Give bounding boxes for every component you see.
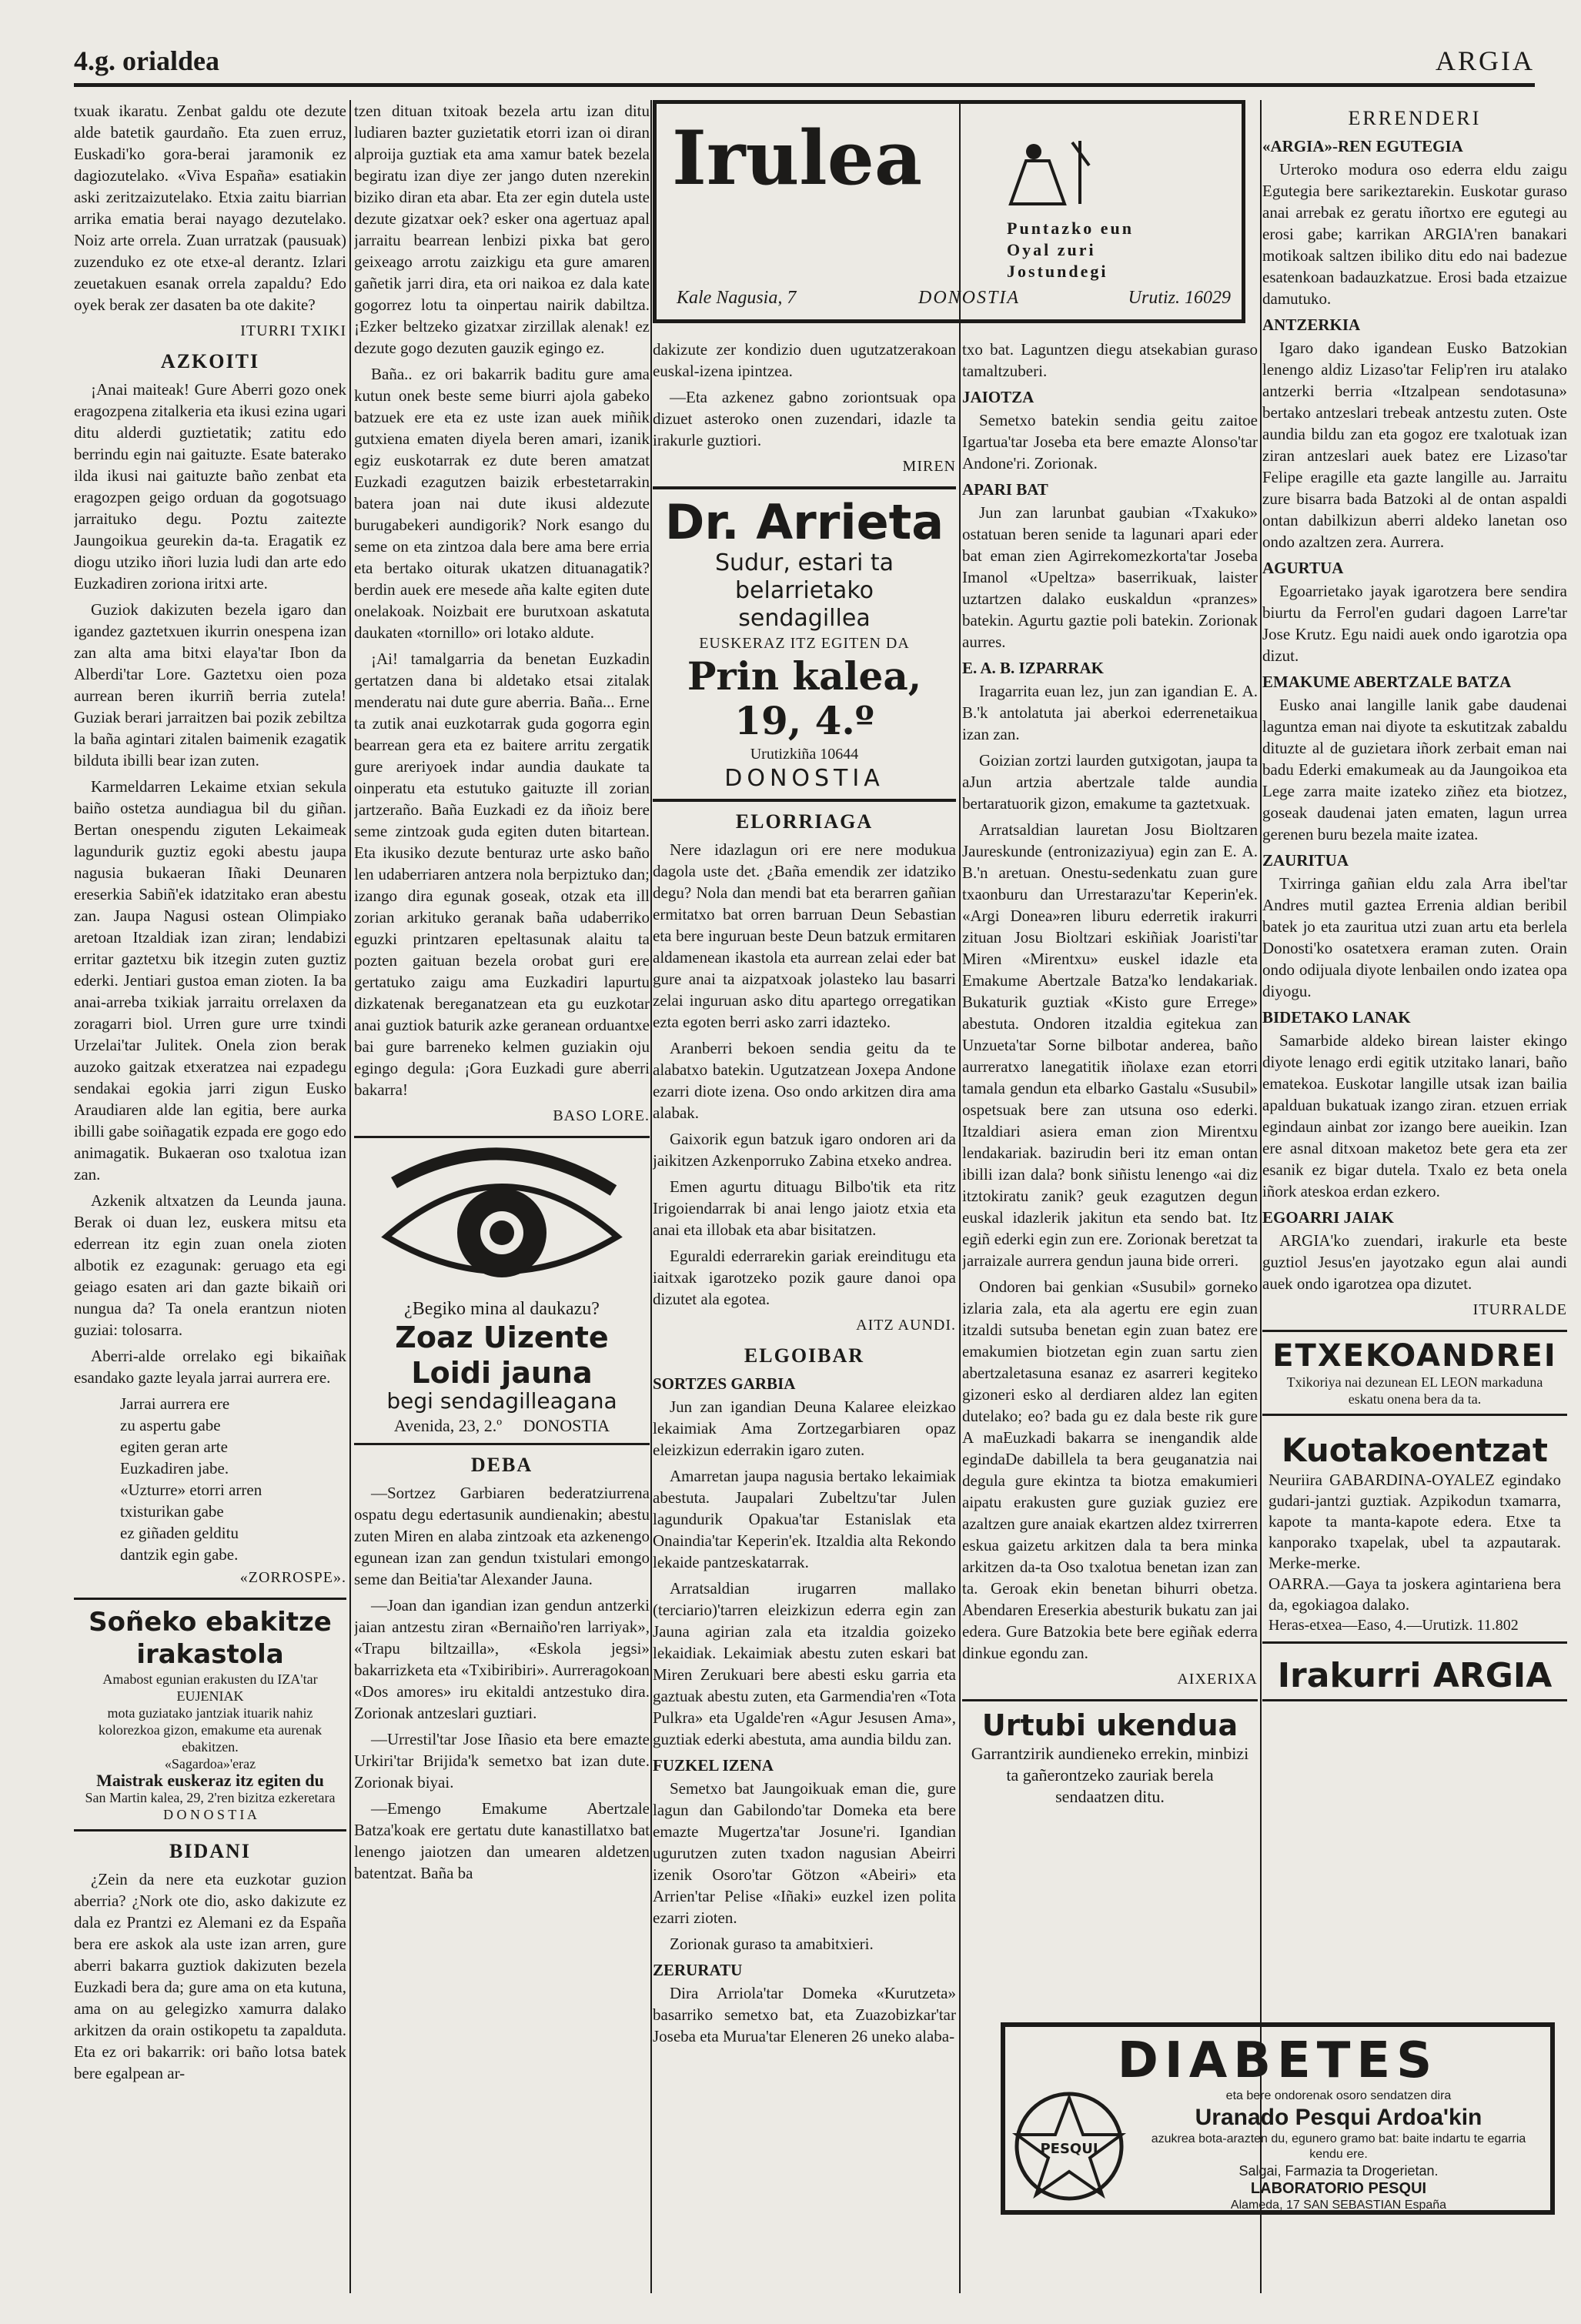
ad-city: DONOSTIA (724, 765, 884, 792)
logo-text: PESQUI (1040, 2141, 1098, 2157)
column-5 (1262, 100, 1567, 2293)
ad-text: Neuriira GABARDINA-OYALEZ egindako gudari-jantzi guztiak. Azpikodun txamarra, kapote ta manta-kapote edera. Etxe ta kanporako txapelak, ubel ta azpautarak. Merke-merke. (1268, 1471, 1561, 1572)
article-text: Zorionak guraso ta amabitxieri. (670, 1935, 874, 1953)
subheading: BIDETAKO LANAK (1262, 1008, 1411, 1027)
section-heading: ERRENDERI (1348, 107, 1482, 129)
ad-title: ETXEKOANDREI (1272, 1338, 1557, 1374)
ad-line: Puntazko eun (1007, 219, 1134, 238)
verse-line: txisturikan gabe (120, 1502, 224, 1521)
ad-line: D O N O S T I A (163, 1807, 257, 1822)
subheading: AGURTUA (1262, 559, 1344, 577)
ad-question: ¿Begiko mina al daukazu? (404, 1299, 600, 1319)
article-text: Aranberri bekoen sendia geitu da te alabatxo batekin. Ugutzatzean Joxepa Andone ezarri diote izena. Oso ondo arkitzen dira ama alabak. (653, 1039, 956, 1122)
column-rule (650, 100, 652, 2293)
page-header (74, 40, 1535, 87)
eye-icon (371, 1144, 633, 1298)
subheading: ZERURATU (653, 1961, 743, 1979)
article-text: Guziok dakizuten bezela igaro dan igandez gaztetxuen ikurrin onespena izan zan alta ama bitxi elaya'tar Ibon da Alberdi'tar Lore. Gaztetxu oien poza aurrean beren ikurriñ berria zutela! Guziak berari jarraitzen bai pozik zebiltza la baña agintari zitalen baimenik ezagatik bilduta ibilli bear izan zuten. (74, 600, 346, 770)
subheading: «ARGIA»-REN EGUTEGIA (1262, 137, 1463, 155)
article-text: Urteroko modura oso ederra eldu zaigu Egutegia bere sarikeztarekin. Euskotar guraso anai arrebak ez geratu iñortxo ere egutegi au erosi gabe; karrikan ARGIA'ren banakari motikoak saltzen ibiliko ditu edo nai badezue esatenkoan badauzkatzue. Erosi bada etzaizue damutuko. (1262, 160, 1567, 308)
verse-line: Euzkadiren jabe. (120, 1459, 229, 1478)
ad-line: LABORATORIO PESQUI (1250, 2180, 1427, 2197)
ad-city: DONOSTIA (523, 1416, 610, 1435)
sewing-school-ad (74, 1598, 346, 1831)
ad-line: begi sendagilleagana (386, 1388, 617, 1414)
article-text: Eusko anai langille lanik gabe daudenai laguntza eman nai diyote ta eskutitzak zabaldu dituzte al de guzietara iñork zerbait eman nai badu Ederki emakumeak au da Jaungoikoa eta Lege zarra maite izateko ziñez eta biotzez, goseak daudenai jaten ematen, lagun urrea gerenen buru bezela maite izatea. (1262, 696, 1567, 843)
verse-line: egiten geran arte (120, 1437, 228, 1456)
ad-line: EUSKERAZ ITZ EGITEN DA (699, 635, 910, 652)
signature: ITURRI TXIKI (240, 322, 346, 339)
article-text: Azkenik altxatzen da Leunda jauna. Berak oi duan lez, euskera mitsu eta ederrean itz egin zuan onela zioten albotik ez ezagunak: geruago eta egi geiago esaten ari dan gazte bikaiñ ori nungua da? Ta onela erantzun nioten guziai: tolosarra. (74, 1191, 346, 1339)
signature: AIXERIXA (1177, 1671, 1258, 1688)
section-heading: ELORRIAGA (735, 810, 874, 833)
pesqui-star-logo (1011, 2089, 1127, 2204)
column-2 (354, 100, 650, 2293)
article-text: Igaro dako igandean Eusko Batzokian lenengo aldiz Lizaso'tar Felip'ren iru atalako antzerki berria «Itzalpean sendotasuna» bertako antzeslari trebeak antzestu zuten. Oste aundia bildu zan eta gogoz ere txalotuak izan ziran antzeslari auek batez ere Lizaso'tar Felipe eragille eta gazte langille au. Jarraitu zure bisarra bada Batzoki al de ontan aspaldi ontan dabilkizun aberri aldeko lanetan oso ondo azaltzen zera. Aurrera. (1262, 339, 1567, 551)
article-text: Dira Arriola'tar Domeka «Kurutzeta» basarriko semetxo bat, eta Zuazobizkar'tar Joseba eta Murua'tar Eleneren 26 uneko alaba- (653, 1984, 956, 2045)
arrieta-ad (653, 486, 956, 802)
section-heading: AZKOITI (160, 350, 260, 372)
ad-title: DIABETES (1117, 2032, 1439, 2089)
section-heading: BIDANI (169, 1840, 251, 1862)
article-text: —Urrestil'tar Jose Iñasio eta bere emazte Urkiri'tar Brijida'k semetxo bat izan dute. Zorionak biyai. (354, 1730, 650, 1791)
ad-line: Uranado Pesqui Ardoa'kin (1195, 2105, 1482, 2130)
article-text: Egoarrietako jayak igarotzera bere sendira biurtu da Ferrol'en gudari dagoen Larre'tar Jose Krutz. Egu naidi auek ondo igarotzia opa dizut. (1262, 582, 1567, 665)
article-text: —Joan dan igandian izan gendun antzerki jaian antzestu ziran «Bernaiño'ren larriyak», «Trapu biltzailla», «Eskola jegsi» bakarrizketa eta «Txibiribiri». Aurreragokoan «Dos amores» iru ekitaldi antzestuko dira. Zorionak antzeslari guztiari. (354, 1596, 650, 1722)
ad-line: Oyal zuri (1007, 240, 1096, 259)
signature: ITURRALDE (1472, 1301, 1567, 1318)
article-text: —Eta azkenez gabno zoriontsuak opa dizuet asteroko onen zuzendari, idazle ta irakurle guztiori. (653, 388, 956, 449)
article-text: tzen dituan txitoak bezela artu izan ditu ludiaren bazter guzietatik etorri izan oi diran alproija guztiak eta ama xamur batek bezela begiratu izan diye zer jango duten nzerekin biziko diran eta abar. Eta zer egin dutela uste dezute gizatxar oek? esker ona agertuaz apal jarraitu bearrean lenbizi pixka bat gero geixeago arrotu zaizkigu eta gure amaren gañetik jarri dira, eta ori naikoa ez dala kate gogorrez lotu ta oinpertau nairik dabiltza. ¡Ezker beltzeko gizatxar zirzillak alenak! ez dezute gogo dezuten gauzik egingo ez. (354, 102, 650, 357)
ad-line: eta bere ondorenak osoro sendatzen dira (1225, 2089, 1452, 2102)
spinning-woman-icon (1003, 135, 1095, 212)
article-text: —Sortzez Garbiaren bederatziurrena ospatu degu edertasunik aundienakin; abestu zuten Miren en alaba zintzoak eta azkenengo egunean izan zan gendun txistulari emongo seme dan Beitia'tar Alexander Jauna. (354, 1484, 650, 1588)
ad-title: Urtubi ukendua (981, 1708, 1238, 1742)
article-text: Aberri-alde orrelako egi bikaiñak esandako gazte leyala jarrai aurrera ere. (74, 1347, 346, 1387)
verse-line: «Uzturre» etorri arren (120, 1481, 262, 1499)
irulea-ad (653, 100, 1245, 323)
ad-address: Kale Nagusia, 7 (677, 288, 797, 308)
newspaper-name: ARGIA (1436, 45, 1535, 76)
page-number: 4.g. orialdea (74, 45, 219, 76)
ad-line: «Sagardoa»'eraz (164, 1756, 256, 1771)
ad-text: OARRA.—Gaya ta joskera agintariena bera da, egokiagoa dalako. (1268, 1574, 1561, 1614)
kuotakoentzat-ad (1262, 1425, 1567, 1644)
article-text: Eguraldi ederrarekin gariak ereinditugu eta iaitxak igarotzeko pozik gaure danoi opa dizutet ala egotea. (653, 1247, 956, 1308)
ad-line: Maistrak euskeraz itz egiten du (96, 1771, 324, 1790)
article-text: Arratsaldian irugarren mallako (terciario)'tarren eleizkizun ederra egin zan Jauna agirian zala eta itzaldia goizeko lekaidiak. Lekaimiak abestu zuten eskari bat Miren Zerukuari bere abesti esku garria eta gaztuak abestu zuten, eta Garmendia'ren «Tota Pulkra» eta Ugalde'ren «Agur Jesusen Ama», guztiak ederki abestuta, ama aundia bildu zan. (653, 1579, 956, 1748)
urtubi-ad (962, 1699, 1258, 1814)
column-1 (74, 100, 346, 2293)
section-heading: ELGOIBAR (744, 1344, 865, 1367)
ad-address: Heras-etxea—Easo, 4.—Urutizk. 11.802 (1268, 1617, 1519, 1634)
ad-phone: Urutiz. 16029 (1128, 288, 1231, 308)
ad-line: Amabost egunian erakusten du IZA'tar EUJENIAK (102, 1671, 318, 1704)
article-text: Semetxo batekin sendia geitu zaitoe Igartua'tar Joseba eta bere emazte Alonso'tar Andone'ri. Zorionak. (962, 411, 1258, 472)
ad-line: sendagillea (738, 605, 871, 632)
ad-title: Dr. Arrieta (664, 494, 944, 550)
signature: AITZ AUNDI. (856, 1317, 956, 1334)
diabetes-ad (1001, 2022, 1555, 2215)
ad-title: Irulea (672, 115, 923, 202)
verse (74, 1393, 346, 1565)
article-text: Jun zan larunbat gaubian «Txakuko» ostatuan beren senide ta lagunari apari eder bat eman zien Agirrekomezkorta'tar Joseba Imanol «Upeltza» baserrikuak, laister uztartzen dalako euskaldun «pranzes» batekin. Agurtu gaztie poli batekin. Zorionak aurres. (962, 503, 1258, 651)
article-text: Iragarrita euan lez, jun zan igandian E. A. B.'k antolatuta jai aberkoi ederrenetaikua izan zan. (962, 682, 1258, 743)
article-text: Emen agurtu dituagu Bilbo'tik eta ritz Irigoiendarrak bi anai lengo jaiotz etxia eta anai eta illobak eta abar bisitatzen. (653, 1177, 956, 1239)
ad-line: Salgai, Farmazia ta Drogerietan. (1238, 2163, 1439, 2179)
article-text: txuak ikaratu. Zenbat galdu ote dezute alde batetik gaurdaño. Eta zuen erruz, Euskadi'ko gora-berai jaramonik ez dagiozutelako. «Viva España» esatiakin aski zeritzaizutelako. Etxia zaitu biarrian arrika ematia berai nayago dezutelako. Noiz arte orrela. Zuan urratzak (pausuak) zuzenduko ez ote etxe-al derantz. Izlari zeuetakuen esanak orrela zapaldu? Edo oyek berak zer dasaten ba ote dakite? (74, 102, 346, 314)
article-text: Gaixorik egun batzuk igaro ondoren ari da jaikitzen Azkenporruko Zabina etxeko andrea. (653, 1130, 956, 1170)
signature: «ZORROSPE». (239, 1569, 346, 1586)
ad-title: Zoaz Uizente Loidi jauna (395, 1321, 609, 1390)
subheading: EGOARRI JAIAK (1262, 1208, 1394, 1227)
article-text: ARGIA'ko zuendari, irakurle eta beste guztiol Jesus'en jayotzako egun alai aundi auek ondo igarotzea opa dizutet. (1262, 1231, 1567, 1293)
subheading: APARI BAT (962, 480, 1048, 499)
subheading: SORTZES GARBIA (653, 1374, 796, 1393)
article-text: ¡Anai maiteak! Gure Aberri gozo onek eragozpena zitalkeria eta ikusi ezina ugari ditu alderdi guztietatik; zatitu edo berrindu egin nai gaituzte. Esate baterako ilda ikusi nai gaituzte baño zenbat eta eragozpen geigo orduan da gogotsuago jarraituko degu. Poztu zaitezte Jaungoikua geurekin da-ta. Eragatik ez diogu utziko iñori luzia ludi dan arte edo Euzkadiren zoriona iritxi arte. (74, 380, 346, 593)
ad-text: Txikoriya nai dezunean EL LEON markaduna eskatu onena bera da ta. (1286, 1374, 1543, 1407)
section-heading: DEBA (470, 1454, 533, 1476)
subheading: JAIOTZA (962, 388, 1035, 406)
ad-city: DONOSTIA (918, 288, 1021, 308)
article-text: Samarbide aldeko birean laister ekingo diyote lenago erdi egitik utzitako lanari, baño ematekoa. Euskotar langille utsak izan bailia apalduan bukatuak izango ziran. etzuen erriak egindaun ainbat zor izango bere aueikin. Izan ere asnal ditxoan maketoz bete gera eta zer esanik ez bigar dutela. Txalo ez beta onela iñork ateskoa erdan ezkero. (1262, 1031, 1567, 1200)
article-text: Karmeldarren Lekaime etxian sekula baiño ostetza aundiagua bil du giñan. Bertan onespendu ziguten Lekaimeak lagundurik guztiz egoki abestu jaupa nagusia bukaeran Iñaki Deunaren ereserkia Sabiñ'ek idatzitako eran abestu zan. Jaupa Nagusi ostean Olimpiako aretoan Itzaldiak izan ziran; lendabizi erritar gaztetxu bik itzegin zuten guztiz ederki. Jentiari gustoa eman zioten. Ia ba anai-arreba txikiak jarraitu orrelaxen da zoragarri biol. Urren gure urre txindi Urzelai'tar Julitek. Onela zion berak auzoko gaitzak etxeratzea nai ezpadegu sendakai egokia jarri zigun Eusko Araudiaren alde lan egitia, bere aurka ibilli gabe soiñagatik ezpada ere gogo edo animagatik. Bukaeran oso txalotua izan zan. (74, 777, 346, 1184)
article-text: Amarretan jaupa nagusia bertako lekaimiak abestuta. Jaupalari Zubeltzu'tar Julen lagundurik Opakua'tar Estanislak eta Onaindia'tar Keperin'ek. Itzaldia alta Rekondo lekaide pantzeskatarrak. (653, 1467, 956, 1571)
verse-line: zu aspertu gabe (120, 1416, 221, 1434)
subheading: FUZKEL IZENA (653, 1756, 774, 1775)
ad-line: San Martin kalea, 29, 2'ren bizitza ezkeretara (85, 1790, 336, 1805)
article-text: ¿Zein da nere eta euzkotar guzion aberria? ¿Nork ote dio, asko dakizute ez dala ez Prantzi ez Alemani ez da España bera ere askok ala uste izan arren, gure aberri bakarra guztiok dakizuten bezela Euzkadi bera da; gure ama on eta kutuna, ama on au gelegizko xamurra dalako arkitzen da orain ostikopetu ta zapalduta. Eta ez ori bakarrik: ori baño lotsa batek bere egalpean ar- (74, 1870, 346, 2082)
article-text: Txirringa gañian eldu zala Arra ibel'tar Andres mutil gaztea Errenia aldian beribil batek jo eta zauritua utzi zuan artu eta berlela Donosti'ko osatetxera eraman zuten. Orain ondo odijuala diyote lenbailen ondo izatea opa diyogu. (1262, 874, 1567, 1000)
ad-phone: Urutizkiña 10644 (750, 746, 859, 763)
etxekoandrei-ad (1262, 1330, 1567, 1416)
article-text: txo bat. Laguntzen diegu atsekabian guraso tamaltzuberi. (962, 340, 1258, 380)
article-text: Arratsaldian lauretan Josu Bioltzaren Jaureskunde (entronizaziyua) egin zan E. A. B.'n aretuan. Onestu-sedenkatu zuan gure txaonburu dan Urrestarazu'tar Keperin'ek. «Argi Donea»ren liburu ederretik irakurri zituan Josu Bioltzari eskiñiak Joaristi'tar Miren «Mirentxu» euskel idazle eta Emakume Abertzale Batza'ko lendakariak. Bukaturik guztiak «Kisto gure Errege» abestuta. Ondoren itzaldia egitekua zan Unzueta'tar Sorne bilbotar anderea, baño aurreratxo lanegatitik iñolaxe ezan etorri tamala gendun eta elbarko Gastalu «Susubil» ospetsuak bere zan utsuna oso ederki. Itzaldiari asiera eman zion Mirentxu lendakariak. bazirudin beri itz eman ontan ibilli izan dala? bonk siñistu lenengo «ai diz itztokiratu zanik? geuk ezagutzen degun euskal idazlerik jakitun eta sendo bat. Itz egiñ ederki egin zun ere. Zorionak beretzat ta jarraizale aurrera gendun jauna bide orreri. (962, 820, 1258, 1270)
ad-line: mota guziatako jantziak ituarik nahiz kolorezkoa gizon, emakume eta aurenak ebakitzen. (98, 1705, 323, 1755)
article-text: ¡Ai! tamalgarria da benetan Euzkadin gertatzen dana bi aldetako etsai zitalak menderatu nai dute gure aberria. Baña... Erne ta zutik anai euzkotarrak guda gogorra egin bearrean gera eta ez baitere arritu zergatik gure areriyoek indar aundia daukate ta oinperatu eta estutuko gaituzte ill zorian jartzeraño. Baña Euzkadi ez da iñoiz bere seme zintzoak guda egiten duten bitartean. Eta ikusiko dezute benturaz urte asko baño len udaberriaren antzera nola berpiztuko dan; izango dira egunak goseak, otzak eta ill zorian arkituko geranak baña udaberriko eguzki printzaren epeltasunak alaitu ta pozten gaituan bezela orobat guri ere gertatuko zaigu ama Euzkadiri lapurtu dizkatenak bereganatzean eta gu euzkotar anai guztiok baturik azke geranean orduantxe bai gure barreneko kelmen guziakin oju egingo degula: ¡Gora Euzkadi gure aberri bakarra! (354, 649, 650, 1099)
ad-line: azukrea bota-arazten du, egunero gramo bat: baite indartu te egarria kendu ere. (1151, 2132, 1526, 2161)
ad-address: Avenida, 23, 2.º (393, 1416, 503, 1435)
ad-address: Prin kalea, 19, 4.º (687, 653, 922, 743)
signature: BASO LORE. (553, 1107, 650, 1124)
column-rule (349, 100, 351, 2293)
subheading: ZAURITUA (1262, 851, 1349, 870)
article-text: dakizute zer kondizio duen ugutzatzerakoan euskal-izena ipintzea. (653, 340, 956, 380)
article-text: Ondoren bai genkian «Susubil» gorneko izlaria zala, eta ala agertu ere egin zuan itzaldi sutsuba benetan egin zuan batez ere emakumien biotzetan egin zuan sartu zien abertzaletasuna esanaz ez asarreri kegiteko gizoneri esko al derdiaren aldez lan egiten dutelako; eo? bada gu ez dala beste rik gure A maEuzkadi bakarra se inengandik alde egindaDe dabillela ta bera geuganatzia nai degula gure ekintza ta biotza emakumieri aipatu erakusten gure guziak guziez ere azaltzen gure anaiak ekartzen aldez txirrerren eskua gaizetu arkitzen dala ta bera minka arkitzen da-ta Oso txalotua benetan izan zan ta. Geroak ekin benetan bihurri obetza. Abendaren Ereserkia abesturik bukatu zan jai edera. Gure Batzokia bete bere egiñak ederra dinkue egondu zan. (962, 1277, 1258, 1662)
article-text: Semetxo bat Jaungoikuak eman die, gure lagun dan Gabilondo'tar Domeka eta bere emazte Mugertza'tar Josune'ri. Igandian ugurutzen zuten txadon nagusian Abeirri izenik Osoro'tar Götzon «Abeiri» eta Arrien'tar Pelise «Iñaki» euzkel izen polita ezarri zioten. (653, 1779, 956, 1927)
article-text: Nere idazlagun ori ere nere modukua dagola uste det. ¿Baña emendik zer idatziko degu? Nola dan mendi bat eta berarren gañian ermitatxo bat orren barruan Deun Sebastian eta bere inguruan beste Deun batzuk ermitaren aldamenean ikastola eta aurrean zelai eder bat gure anai ta aizpatxoak jolasteko lau basarri zelai inguruan asko ditu apartego orregatikan ezta egoten berri asko zarri idazteko. (653, 840, 956, 1031)
ad-title: Kuotakoentzat (1282, 1431, 1548, 1469)
article-text: Goizian zortzi laurden gutxigotan, jaupa ta aJun artzia abertzale talde aundia bertaratuorik gizon, emakume ta gaztetxuak. (962, 751, 1258, 813)
ad-title: Soñeko ebakitze irakastola (89, 1607, 332, 1670)
ad-line: Jostundegi (1007, 262, 1108, 281)
irakurri-argia-ad: Irakurri ARGIA (1262, 1653, 1567, 1701)
subheading: ANTZERKIA (1262, 316, 1361, 334)
ad-line: Alameda, 17 SAN SEBASTIAN España (1230, 2199, 1447, 2212)
article-text: Baña.. ez ori bakarrik baditu gure ama kutun onek beste seme biurri ajola gabeko batzuek ere eta ez uste izan auek miñik gutxiena ematen diyela beren amari, izanik egiz euskotarrak ez dute beren amatzat Euzkadi ezagutzen baizik erbestetarrakin batera joan nai dute ikusi aldezute burugabekeri aundigorik? Nork esango du seme on eta zintzoa dala bere ama bere erria eta bertako oiturak ukatzen dituanagatik? berdin auek ere mesede aña kalte egiten dute onelakoak. Noizbait ere burutxoan askatuta daukaten «tornillo» ori lotako aldute. (354, 365, 650, 642)
ad-line: Sudur, estari ta belarrietako (714, 549, 894, 604)
verse-line: ez giñaden gelditu (120, 1524, 239, 1542)
article-text: —Emengo Emakume Abertzale Batza'koak ere gertatu dute kanastillatxo bat lenengo jaiotzen dan umearen aldetzen batentzat. Baña ba (354, 1799, 650, 1882)
column-3 (653, 339, 956, 2293)
ad-text: Garrantzirik aundieneko errekin, minbizi ta gañerontzeko zauriak berela sendaatzen ditu. (971, 1744, 1249, 1806)
article-text: Jun zan igandian Deuna Kalaree eleizkao lekaimiak Ama Zortzegarbiaren opaz eleizkizun ederrakin igaro zuten. (653, 1397, 956, 1459)
column-4 (962, 339, 1258, 2293)
verse-line: Jarrai aurrera ere (120, 1394, 230, 1413)
verse-line: dantzik egin gabe. (120, 1545, 239, 1564)
subheading: E. A. B. IZPARRAK (962, 659, 1104, 677)
subheading: EMAKUME ABERTZALE BATZA (1262, 673, 1512, 691)
signature: MIREN (902, 458, 956, 475)
eye-doctor-ad (354, 1136, 650, 1445)
